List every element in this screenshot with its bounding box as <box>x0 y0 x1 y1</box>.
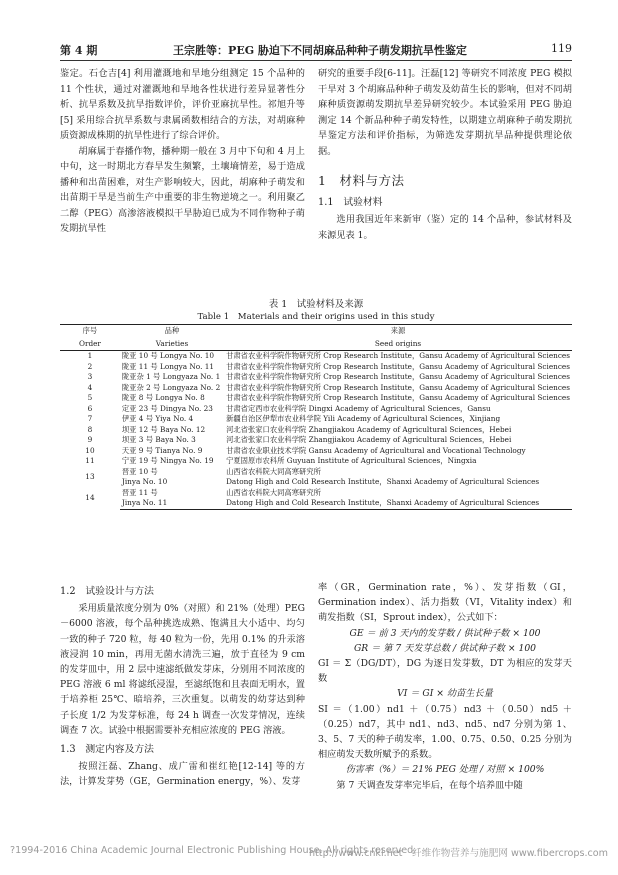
formula-vi: VI ＝ GI × 幼苗生长量 <box>397 688 493 700</box>
table-row: 2 陇亚 11 号 Longya No. 11 甘肃省农业科学院作物研究所 Crop Research Institute，Gansu Academy of Agricultural Sciences <box>87 361 570 371</box>
copyright-notice: ?1994-2016 China Academic Journal Electronic Publishing House. All rights reserved. <box>10 845 417 856</box>
footer-watermark: http://www.cnki.net 纤维作物营养与施肥网 www.fibercrops.com <box>308 848 608 859</box>
table-caption-en: Table 1 Materials and their origins used in this study <box>197 312 435 322</box>
right-column-top <box>318 66 572 243</box>
materials-table <box>60 324 572 510</box>
table-row: 14 晋亚 11 号 山西省农科院大同高寒研究所 <box>85 487 321 502</box>
left-column-top <box>60 66 305 237</box>
header-order-zh: 序号 <box>60 325 120 338</box>
materials-paragraph: 选用我国近年来新审（鉴）定的 14 个品种，参试材料及来源见表 1。 <box>318 214 572 241</box>
page-number: 119 <box>551 42 572 55</box>
table-row: Jinya No. 10 Datong High and Cold Research Institute，Shanxi Academy of Agricultural Sciences <box>121 477 540 486</box>
header-variety-zh: 品种 <box>120 325 224 338</box>
header-origin-zh: 来源 <box>224 325 572 338</box>
intro-paragraph-3: 研究的重要手段[6-11]。汪磊[12] 等研究不同浓度 PEG 模拟干旱对 3 个胡麻品种种子萌发及幼苗生长的影响，但对不同胡麻种质资源萌发期抗旱差异研究较少。本试验采用 PEG 胁迫测定 14 个新品种种子萌发特性，以期建立胡麻种子萌发期抗旱鉴定方法和评价指标，为筛选发芽期抗旱品种提供理论依据。 <box>318 68 572 157</box>
table-row: 13 晋亚 10 号 山西省农科院大同高寒研究所 <box>85 466 321 481</box>
header-origin-en: Seed origins <box>224 338 572 351</box>
intro-paragraph-1: 鉴定。石仓吉[4] 利用灌溉地和旱地分组测定 15 个品种的 11 个性状，通过对灌溉地和旱地各性状进行差异显著性分析、抗旱系数及抗旱指数评价，评价亚麻抗旱性。祁旭升等[5] 采用综合抗旱系数与隶属函数相结合的方法，对胡麻种质资源成株期的抗旱性进行了综合评价。 <box>60 68 305 141</box>
header-order-en: Order <box>60 338 120 351</box>
table-row: 11 宁亚 19 号 Ningya No. 19 宁夏固原市农科所 Guyuan Institute of Agricultural Sciences，Ningxia <box>85 456 477 465</box>
table-row: 6 定亚 23 号 Dingya No. 23 甘肃省定西市农业科学院 Dingxi Academy of Agricultural Sciences，Gansu <box>87 403 491 413</box>
header-variety-en: Varieties <box>120 338 224 351</box>
table-row: 7 伊亚 4 号 Yiya No. 4 新疆自治区伊犁市农业科学院 Yili Academy of Agricultural Sciences，Xinjiang <box>87 414 501 423</box>
formula-gr: GR ＝ 第 7 天发芽总数 / 供试种子数 × 100 <box>353 642 537 654</box>
formula-gi: GI ＝ Σ（DG/DT），DG 为逐日发芽数，DT 为相应的发芽天数 <box>318 658 572 685</box>
running-title: 王宗胜等：PEG 胁迫下不同胡麻品种种子萌发期抗旱性鉴定 <box>173 44 467 57</box>
subsection-heading-materials: 1.1 试验材料 <box>318 196 383 208</box>
design-paragraph: 采用质量浓度分别为 0%（对照）和 21%（处理）PEG－6000 溶液，每个品种挑选成熟、饱满且大小适中、均匀一致的种子 720 粒，每 40 粒为一份，先用 0.1% 的升汞溶液浸润 10 min，再用无菌水清洗三遍，放于直径为 9 cm 的发芽皿中，用 2 层中速滤纸做发芽床，分别用不同浓度的 PEG 溶液 6 ml 将滤纸浸湿，至滤纸饱和且表面无明水，置于培养柜 25℃、暗培养，三次重复。以萌发的幼芽达到种子长度 1/2 为发芽标准，每 24 h 调查一次发芽情况，连续调查 7 次。试验中根据需要补充相应浓度的 PEG 溶液。 <box>60 603 305 736</box>
section-heading-materials-methods: 1 材料与方法 <box>318 173 405 188</box>
continuation-paragraph: 第 7 天调查发芽率完毕后，在每个培养皿中随 <box>336 779 523 791</box>
issue-number: 第 4 期 <box>60 44 98 57</box>
table-row: 9 坝亚 3 号 Baya No. 3 河北省张家口农业科学院 Zhangjiakou Academy of Agricultural Sciences，Hebei <box>87 435 512 444</box>
formula-si: SI ＝（1.00）nd1 ＋（0.75）nd3 ＋（0.50）nd5 ＋（0.25）nd7，其中 nd1、nd3、nd5、nd7 分别为第 1、3、5、7 天的种子萌发率，1.00、0.75、0.50、0.25 分别为相应萌发天数所赋予的系数。 <box>318 703 572 761</box>
table-row: 1 陇亚 10 号 Longya No. 10 甘肃省农业科学院作物研究所 Crop Research Institute，Gansu Academy of Agricultural Sciences <box>87 351 570 360</box>
subsection-heading-measurement: 1.3 测定内容及方法 <box>60 744 154 756</box>
page-header <box>60 40 572 61</box>
table-row: Jinya No. 11 Datong High and Cold Research Institute，Shanxi Academy of Agricultural Sciences <box>60 498 572 509</box>
indices-paragraph: 率（GR，Germination rate，%）、发芽指数（GI，Germination index）、活力指数（VI，Vitality index）和萌发指数（SI，Sprout index），公式如下： <box>318 582 572 624</box>
intro-paragraph-2: 胡麻属于春播作物，播种期一般在 3 月中下旬和 4 月上中旬，这一时期北方春旱发生频繁，土壤墒情差，易于造成播种和出苗困难，对生产影响较大，因此，胡麻种子萌发和出苗期干旱是当前生产中重要的非生物逆境之一。利用聚乙二醇（PEG）高渗溶液模拟干旱胁迫已成为不同作物种子萌发期抗旱性 <box>60 145 305 234</box>
table-row: 10 天亚 9 号 Tianya No. 9 甘肃省农业职业技术学院 Gansu Academy of Agricultural and Vocational Technology <box>85 445 526 455</box>
subsection-heading-design: 1.2 试验设计与方法 <box>60 586 154 597</box>
measurement-paragraph: 按照汪磊、Zhang、成广雷和崔红艳[12-14] 等的方法，计算发芽势（GE，Germination energy，%）、发芽 <box>60 761 305 788</box>
formula-injury-rate: 伤害率（%）＝ 21% PEG 处理 / 对照 × 100% <box>345 764 545 776</box>
right-column-bottom <box>318 580 572 793</box>
table-row: 4 陇亚杂 2 号 Longyaza No. 2 甘肃省农业科学院作物研究所 Crop Research Institute，Gansu Academy of Agricultural Sciences <box>87 382 570 392</box>
table-row: 5 陇亚 8 号 Longya No. 8 甘肃省农业科学院作物研究所 Crop Research Institute，Gansu Academy of Agricultural Sciences <box>87 393 570 402</box>
table-caption-zh: 表 1 试验材料及来源 <box>268 299 364 310</box>
left-column-bottom <box>60 580 305 790</box>
table-row: 3 陇亚杂 1 号 Longyaza No. 1 甘肃省农业科学院作物研究所 Crop Research Institute，Gansu Academy of Agricultural Sciences <box>87 372 570 381</box>
table-row: 8 坝亚 12 号 Baya No. 12 河北省张家口农业科学院 Zhangjiakou Academy of Agricultural Sciences，Hebei <box>87 424 512 434</box>
formula-ge: GE ＝ 前 3 天内的发芽数 / 供试种子数 × 100 <box>349 627 541 639</box>
